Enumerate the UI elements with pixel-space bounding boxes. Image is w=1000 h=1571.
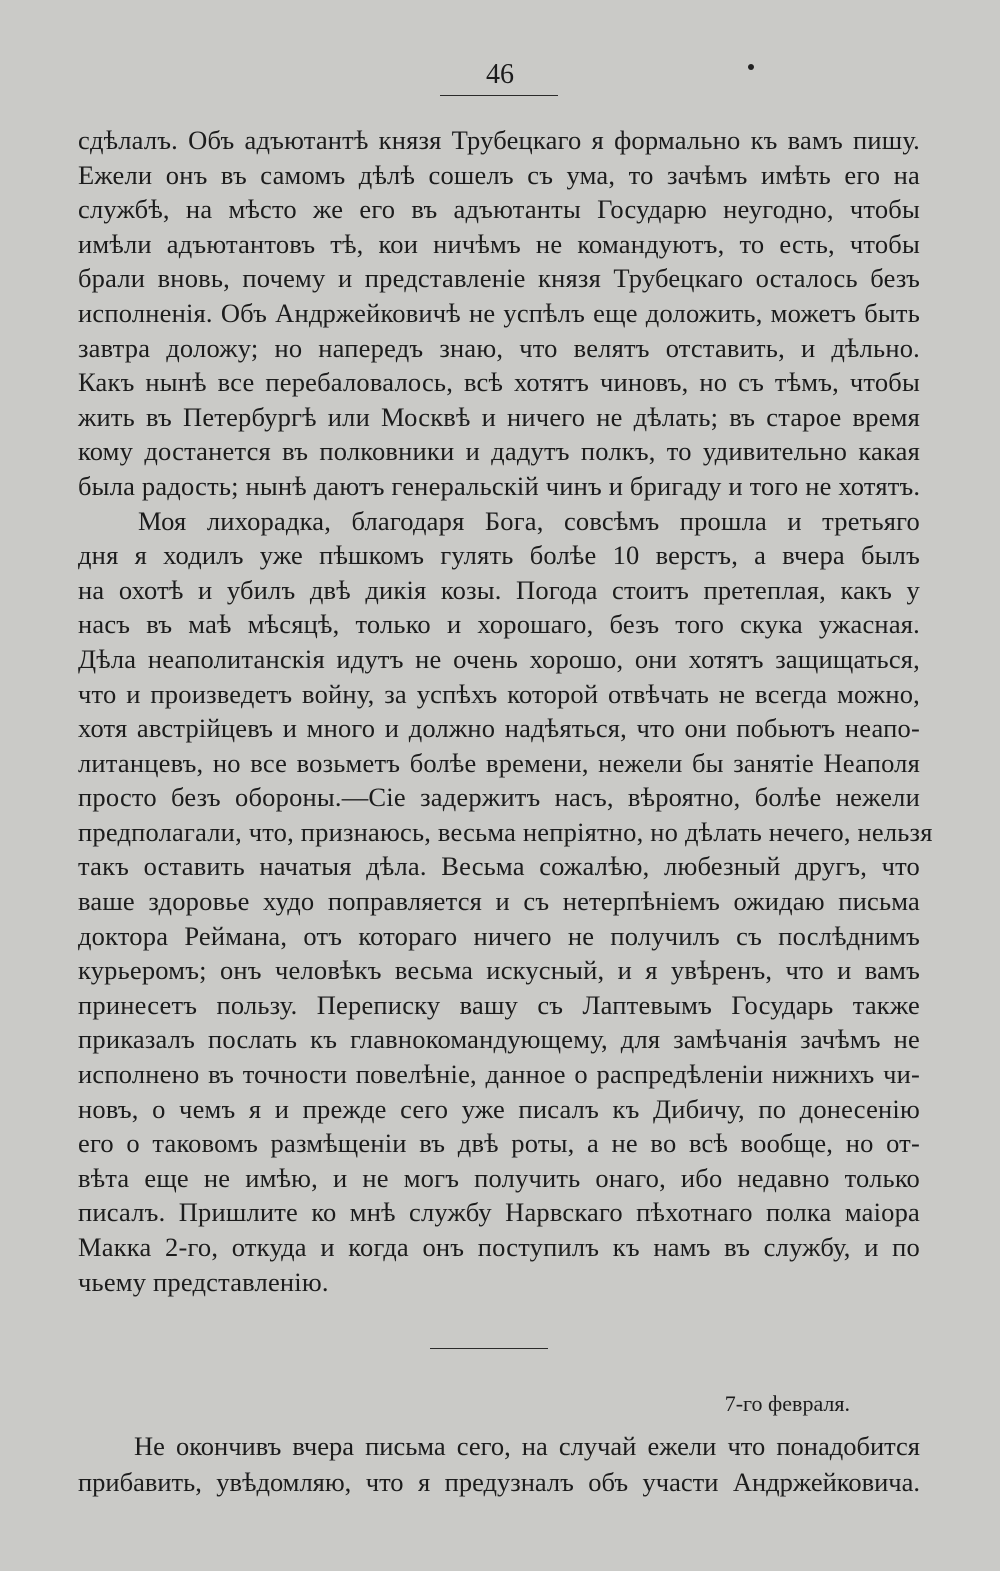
text-line: доктора Реймана, отъ котораго ничего не получилъ съ послѣднимъ <box>78 920 920 951</box>
letter-date: 7-го февраля. <box>724 1391 850 1416</box>
text-line: принесетъ пользу. Переписку вашу съ Лаптевымъ Государь также <box>78 989 920 1020</box>
text-line: вѣта еще не имѣю, и не могъ получить онаго, ибо недавно только <box>78 1162 920 1193</box>
text-line: чьему представленію. <box>78 1266 329 1297</box>
letter-body <box>78 123 933 1299</box>
text-line: новъ, о чемъ я и прежде сего уже писалъ къ Дибичу, по донесенію <box>78 1093 920 1124</box>
page-number-rule <box>440 95 558 96</box>
text-line: жить въ Петербургѣ или Москвѣ и ничего не дѣлать; въ старое время <box>78 401 920 432</box>
text-line: брали вновь, почему и представленіе князя Трубецкаго осталось безъ <box>78 263 920 294</box>
text-line: приказалъ послать къ главнокомандующему, для замѣчанія зачѣмъ не <box>78 1024 920 1055</box>
page-number: 46 <box>486 59 514 90</box>
text-line: насъ въ маѣ мѣсяцѣ, только и хорошаго, безъ того скука ужасная. <box>78 609 920 640</box>
text-line: была радость; нынѣ даютъ генеральскій чинъ и бригаду и того не хотятъ. <box>78 470 921 501</box>
text-line: прибавить, увѣдомляю, что я предузналъ объ участи Андржейковича. <box>78 1467 920 1497</box>
paragraph-1 <box>78 123 920 504</box>
text-line: ваше здоровье худо поправляется и съ нетерпѣніемъ ожидаю письма <box>78 886 920 917</box>
text-line: исполненія. Объ Андржейковичѣ не успѣлъ еще доложить, можетъ быть <box>78 297 920 328</box>
text-line: предполагали, что, признаюсь, весьма непріятно, но дѣлать нечего, нельзя <box>78 816 933 847</box>
paragraph-2 <box>78 504 933 1300</box>
text-line: литанцевъ, но все возьметъ болѣе времени, нежели бы занятіе Неаполя <box>78 747 920 778</box>
text-line: службѣ, на мѣсто же его въ адъютанты Государю неугодно, чтобы <box>78 194 920 225</box>
text-line: кому достанется въ полковники и дадутъ полкъ, то удивительно какая <box>78 436 920 467</box>
text-line: Моя лихорадка, благодаря Бога, совсѣмъ прошла и третьяго <box>138 505 920 536</box>
text-line: что и произведетъ войну, за успѣхъ которой отвѣчать не всегда можно, <box>78 678 920 709</box>
text-line: Дѣла неаполитанскія идутъ не очень хорошо, они хотятъ защищаться, <box>78 643 920 674</box>
paragraph-3 <box>78 1428 920 1500</box>
text-line: такъ оставить начатыя дѣла. Весьма сожалѣю, любезный другъ, что <box>78 851 920 882</box>
text-line: хотя австрійцевъ и много и должно надѣяться, что они побьютъ неапо- <box>78 713 920 744</box>
text-line: писалъ. Пришлите ко мнѣ службу Нарвскаго пѣхотнаго полка маіора <box>78 1197 920 1228</box>
text-line: завтра доложу; но напередъ знаю, что велятъ отставить, и дѣльно. <box>78 332 920 363</box>
text-line: его о таковомъ размѣщеніи въ двѣ роты, а не во всѣ вообще, но от- <box>78 1128 920 1159</box>
text-line: Макка 2-го, откуда и когда онъ поступилъ къ намъ въ службу, и по <box>78 1232 920 1262</box>
text-line: дня я ходилъ уже пѣшкомъ гулять болѣе 10 верстъ, а вчера былъ <box>78 540 920 571</box>
text-line: Ежели онъ въ самомъ дѣлѣ сошелъ съ ума, то зачѣмъ имѣть его на <box>78 159 920 190</box>
ink-speck <box>748 64 754 70</box>
text-line: на охотѣ и убилъ двѣ дикія козы. Погода стоитъ претеплая, какъ у <box>78 574 920 605</box>
section-divider <box>430 1348 548 1349</box>
text-line: сдѣлалъ. Объ адъютантѣ князя Трубецкаго я формально къ вамъ пишу. <box>78 125 920 155</box>
text-line: просто безъ обороны.—Сіе задержитъ насъ, вѣроятно, болѣе нежели <box>78 782 920 813</box>
text-line: исполнено въ точности повелѣніе, данное о распредѣленіи нижнихъ чи- <box>78 1059 920 1090</box>
text-line: Не окончивъ вчера письма сего, на случай ежели что понадобится <box>134 1431 920 1461</box>
text-line: курьеромъ; онъ человѣкъ весьма искусный, и я увѣренъ, что и вамъ <box>78 955 920 986</box>
text-line: имѣли адъютантовъ тѣ, кои ничѣмъ не командуютъ, то есть, чтобы <box>78 228 920 259</box>
text-line: Какъ нынѣ все перебаловалось, всѣ хотятъ чиновъ, но съ тѣмъ, чтобы <box>78 367 920 398</box>
